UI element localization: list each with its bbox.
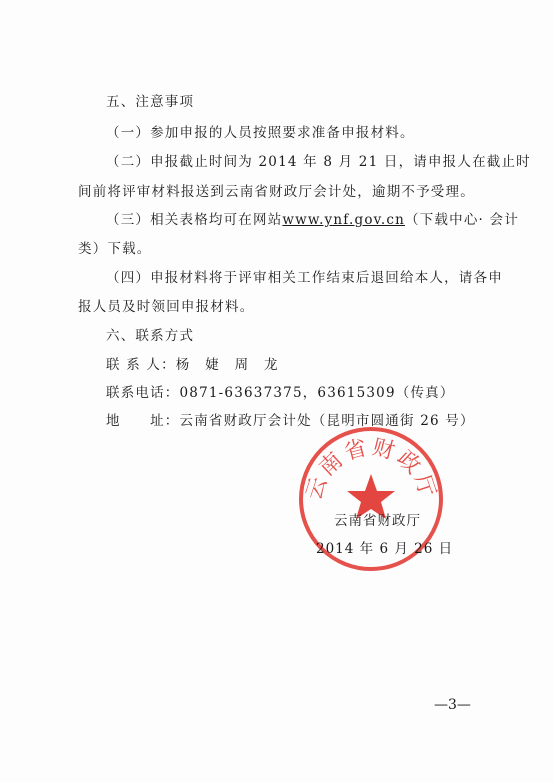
- contact-address-label: 地 址：: [106, 413, 180, 429]
- contact-phone-label: 联系电话：: [106, 385, 180, 401]
- notice-item-3-line-1: [106, 211, 519, 229]
- contact-address-value: 云南省财政厅会计处（昆明市圆通街 26 号）: [179, 413, 475, 429]
- section-6-heading: 六、联系方式: [106, 328, 195, 344]
- notice-item-3-prefix: （三）相关表格均可在网站: [106, 212, 283, 228]
- notice-item-4-line-2: 报人员及时领回申报材料。: [78, 299, 255, 315]
- section-5-heading: 五、注意事项: [106, 94, 195, 110]
- contact-phone-row: [106, 384, 455, 402]
- page-number: —3—: [434, 697, 471, 713]
- notice-item-3-suffix: （下载中心· 会计: [405, 212, 519, 228]
- notice-item-3-line-2: 类）下载。: [78, 241, 152, 257]
- notice-item-2-line-2: 间前将评审材料报送到云南省财政厅会计处，逾期不予受理。: [78, 184, 475, 200]
- notice-item-4-line-1: （四）申报材料将于评审相关工作结束后退回给本人，请各申: [106, 270, 503, 286]
- signature-org: 云南省财政厅: [334, 513, 421, 529]
- notice-item-1: （一）参加申报的人员按照要求准备申报材料。: [106, 125, 415, 141]
- contact-person-value: 杨 婕 周 龙: [175, 357, 279, 373]
- website-link[interactable]: www.ynf.gov.cn: [282, 212, 406, 228]
- contact-person-row: [106, 356, 279, 374]
- signature-date: 2014 年 6 月 26 日: [316, 541, 454, 557]
- notice-item-2-line-1: （二）申报截止时间为 2014 年 8 月 21 日，请申报人在截止时: [106, 154, 531, 170]
- contact-person-label: 联 系 人：: [106, 357, 176, 373]
- contact-phone-value: 0871-63637375，63615309（传真）: [179, 385, 455, 401]
- seal-text: 云南省财政厅: [301, 434, 441, 504]
